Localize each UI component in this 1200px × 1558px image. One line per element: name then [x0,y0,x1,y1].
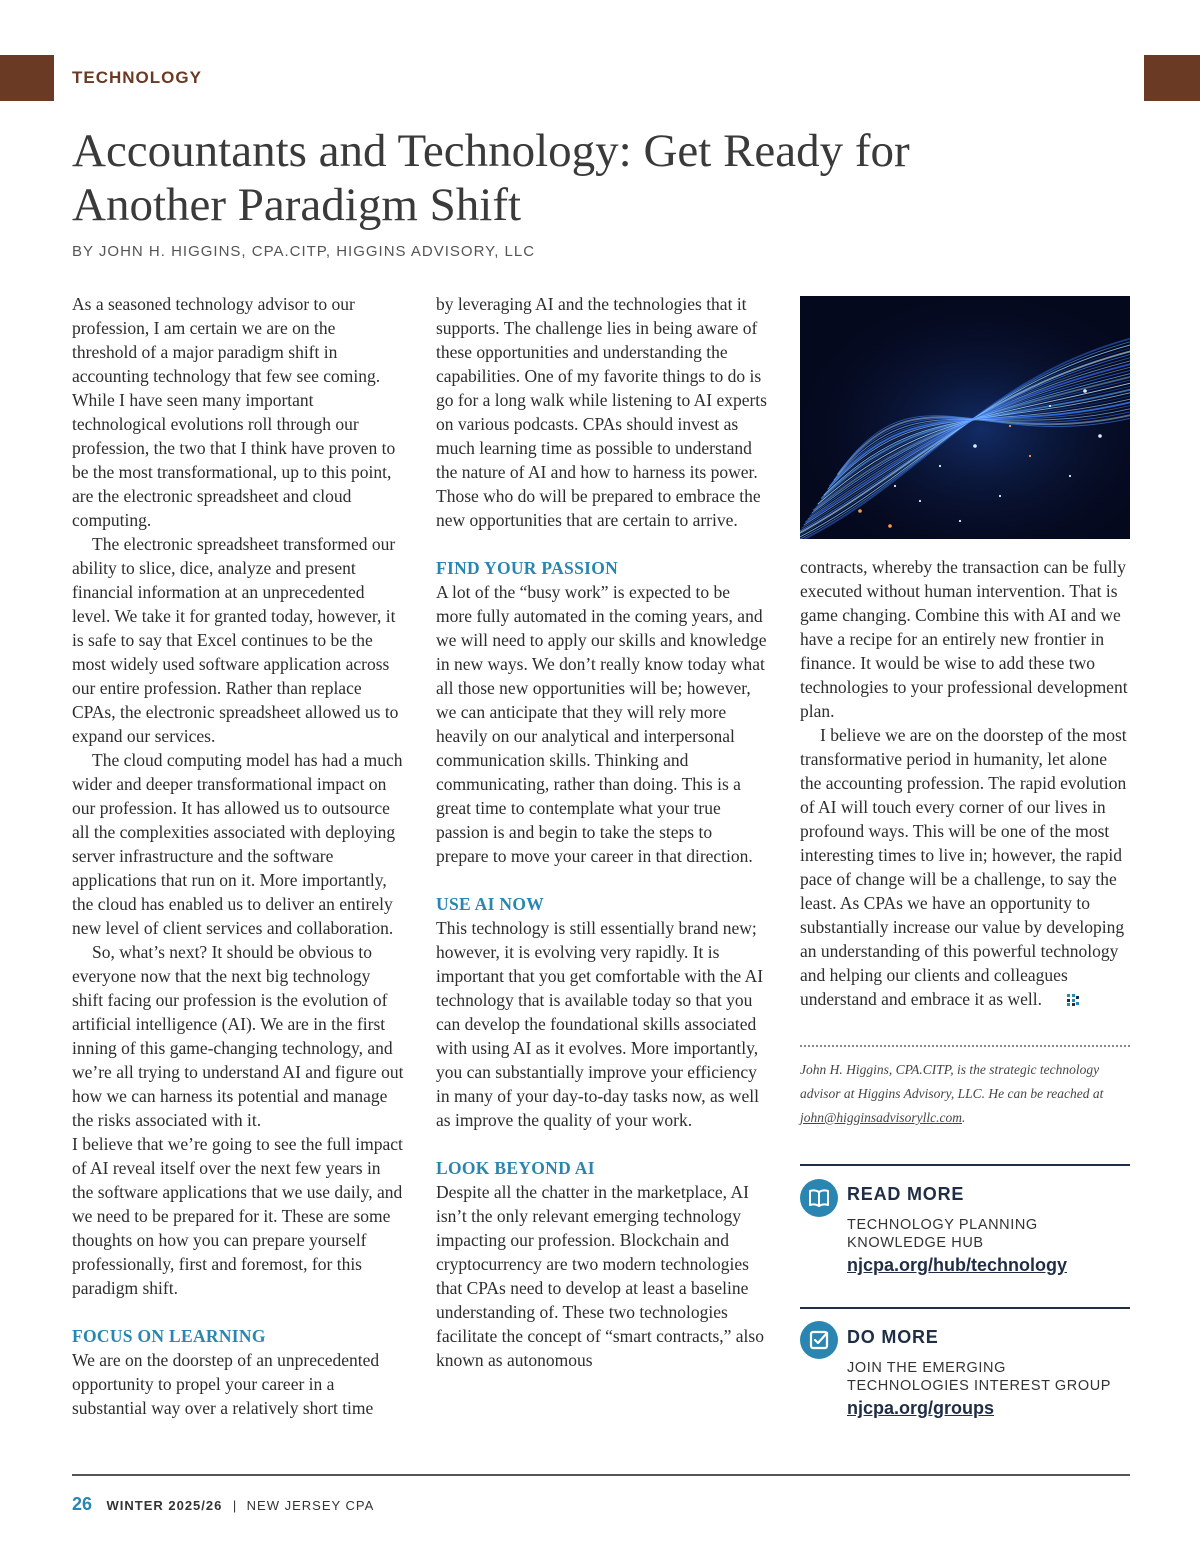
read-more-rule [800,1164,1130,1166]
paragraph: I believe that we’re going to see the full impact of AI reveal itself over the next few years in the software applications that we use daily, and we need to be prepared for it. These are some thoughts on how you can prepare yourself professionally, first and foremost, for this paradigm shift. [72,1134,403,1298]
author-email-link[interactable]: john@higginsadvisoryllc.com [800,1110,963,1125]
hero-image-light-streaks [800,296,1130,539]
light-spark [919,500,921,502]
light-spark [973,444,977,448]
magazine-name: NEW JERSEY CPA [246,1498,375,1513]
light-spark [1069,475,1071,477]
author-bio-text: John H. Higgins, CPA.CITP, is the strategic technology advisor at Higgins Advisory, LLC. He can be reached at [800,1062,1104,1101]
paragraph: The electronic spreadsheet transformed our ability to slice, dice, analyze and present financial information at an unprecedented level. We take it for granted today, however, it is safe to say that Excel continues to be the most widely used software application across our entire profession. Rather than replace CPAs, the electronic spreadsheet allowed us to expand our services. [72,534,399,746]
page-footer [72,1494,374,1515]
light-spark [1009,425,1011,427]
read-more-subtitle-2: KNOWLEDGE HUB [847,1235,984,1251]
light-spark [1029,455,1031,457]
paragraph: This technology is still essentially brand new; however, it is evolving very rapidly. It is important that you get comfortable with the AI technology that is available today so that you can develop the foundational skills associated with using AI as it evolves. More importantly, you can substantially improve your efficiency in many of your day-to-day tasks now, as well as improve the quality of your work. [436,918,764,1130]
subheading-look-beyond-ai: LOOK BEYOND AI [436,1158,595,1178]
read-more-title: READ MORE [847,1184,965,1204]
paragraph: The cloud computing model has had a much wider and deeper transformational impact on our profession. It has allowed us to outsource all the complexities associated with deploying server infrastructure and the software applications that run on it. More importantly, the cloud has enabled us to deliver an entirely new level of client services and collaboration. [72,750,403,938]
read-more-link[interactable]: njcpa.org/hub/technology [847,1255,1067,1275]
checkbox-icon [800,1321,838,1359]
article-column-2 [436,292,768,1372]
paragraph: We are on the doorstep of an unprecedented opportunity to propel your career in a substantial way over a relatively short time [72,1350,380,1418]
footer-rule [72,1474,1130,1476]
do-more-subtitle-1: JOIN THE EMERGING [847,1360,1006,1376]
light-spark [1083,389,1087,393]
article-column-3 [800,555,1132,1013]
paragraph: Despite all the chatter in the marketplace, AI isn’t the only relevant emerging technology impacting our profession. Blockchain and cryptocurrency are two modern technologies that CPAs need to develop at least a baseline understanding of. These two technologies facilitate the concept of “smart contracts,” also known as autonomous [436,1182,764,1370]
issue-label: WINTER 2025/26 [106,1498,223,1513]
light-spark [858,509,862,513]
do-more-rule [800,1307,1130,1309]
section-label: TECHNOLOGY [72,68,202,87]
author-bio [800,1058,1130,1130]
paragraph: A lot of the “busy work” is expected to be more fully automated in the coming years, and we will need to apply our skills and knowledge in new ways. We don’t really know today what all those new opportunities will be; however, we can anticipate that they will rely more heavily on our analytical and interpersonal communication skills. Thinking and communicating, rather than doing. This is a great time to contemplate what your true passion is and begin to take the steps to prepare to move your career in that direction. [436,582,767,866]
subheading-find-your-passion: FIND YOUR PASSION [436,558,619,578]
byline: BY JOHN H. HIGGINS, CPA.CITP, HIGGINS ADVISORY, LLC [72,243,536,260]
paragraph [800,723,1132,1013]
dotted-divider [800,1045,1130,1047]
section-tab-left [0,55,54,101]
light-spark [1049,405,1051,407]
paragraph: by leveraging AI and the technologies that it supports. The challenge lies in being aware of these opportunities and understanding the capabilities. One of my favorite things to do is go for a long walk while listening to AI experts on various podcasts. CPAs should invest as much learning time as possible to understand the nature of AI and how to harness its power. Those who do will be prepared to embrace the new opportunities that are certain to arrive. [436,294,767,530]
author-bio-end: . [962,1110,966,1125]
read-more-subtitle-1: TECHNOLOGY PLANNING [847,1217,1038,1233]
article-column-1 [72,292,404,1420]
paragraph-text: I believe we are on the doorstep of the most transformative period in humanity, let alone the accounting profession. The rapid evolution of AI will touch every corner of our lives in profound ways. This will be one of the most interesting times to live in; however, the rapid pace of change will be a challenge, to say the least. As CPAs we have an opportunity to substantially increase our value by developing an understanding of this powerful technology and helping our clients and colleagues understand and embrace it as well. [800,725,1127,1009]
do-more-link[interactable]: njcpa.org/groups [847,1398,995,1418]
paragraph: So, what’s next? It should be obvious to everyone now that the next big technology shift facing our profession is the evolution of artificial intelligence (AI). We are in the first inning of this game-changing technology, and we’re all trying to understand AI and figure out how we can harness its potential and manage the risks associated with it. [72,942,404,1130]
paragraph: contracts, whereby the transaction can be fully executed without human intervention. That is game changing. Combine this with AI and we have a recipe for an entirely new frontier in finance. It would be wise to add these two technologies to your professional development plan. [800,557,1128,721]
subheading-use-ai-now: USE AI NOW [436,894,545,914]
book-icon [800,1179,838,1217]
do-more-title: DO MORE [847,1327,939,1347]
footer-separator: | [232,1498,237,1513]
end-mark-icon [1046,989,1080,1013]
light-spark [888,524,892,528]
light-spark [1098,434,1102,438]
light-spark [959,520,961,522]
section-tab-right [1144,55,1200,101]
subheading-focus-on-learning: FOCUS ON LEARNING [72,1326,266,1346]
article-title: Accountants and Technology: Get Ready for Another Paradigm Shift [72,125,910,231]
light-spark [939,465,941,467]
light-spark [999,495,1001,497]
do-more-subtitle-2: TECHNOLOGIES INTEREST GROUP [847,1378,1112,1394]
paragraph: As a seasoned technology advisor to our profession, I am certain we are on the threshold of a major paradigm shift in accounting technology that few see coming. While I have seen many important technological evolutions roll through our profession, the two that I think have proven to be the most transformational, up to this point, are the electronic spreadsheet and cloud computing. [72,294,396,530]
page-number: 26 [72,1494,93,1514]
light-spark [894,485,896,487]
